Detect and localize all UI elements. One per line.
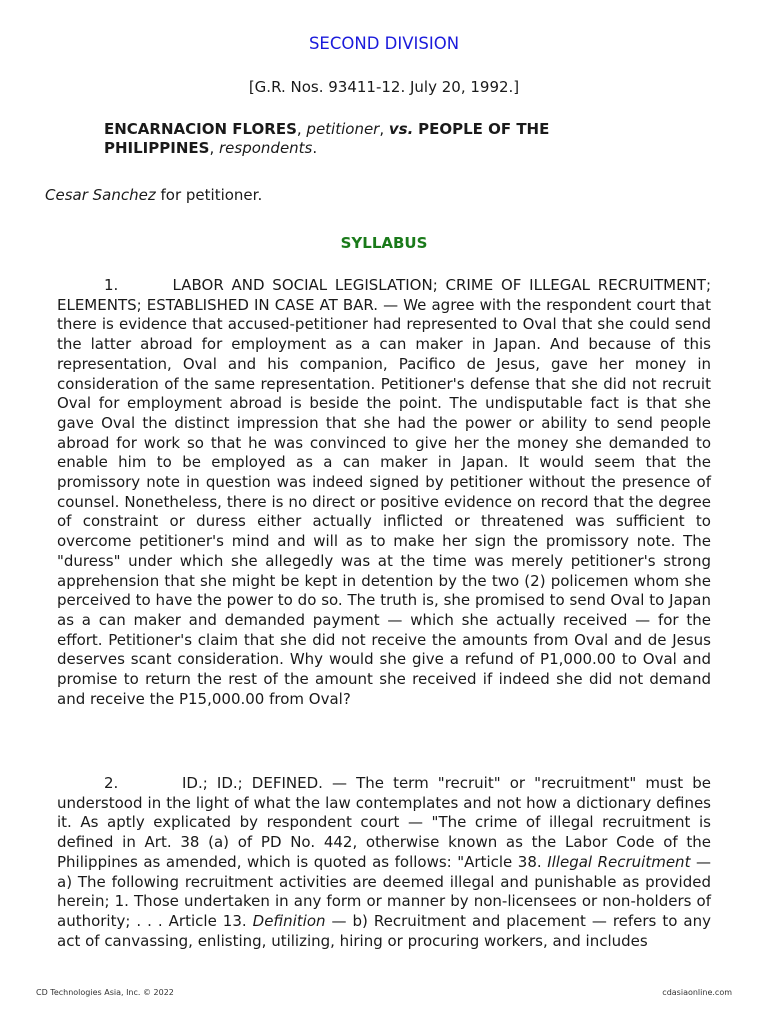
petitioner-name: ENCARNACION FLORES [104,120,297,138]
footer-copyright: CD Technologies Asia, Inc. © 2022 [36,988,174,997]
division-heading: SECOND DIVISION [308,34,460,53]
counsel-name: Cesar Sanchez [45,186,156,204]
paragraph-2-text-a: 2. ID.; ID.; DEFINED. — The term "recruit" or "recruitment" must be understood in the light of what the law contemplates and not how a dictionary defines it. As aptly explicated by respondent court — "The crime of illegal recruitment is defined in Art. 38 (a) of PD No. 442, otherwise known as the Labor Code of the Philippines as amended, which is quoted as follows: "Article 38. [57,774,711,871]
paragraph-2-text-c: — b) Recruitment and placement — refers to any act of canvassing, enlisting, utilizing, hiring or procuring workers, and includes [57,911,711,950]
respondent-role: respondents [219,139,313,157]
syllabus-paragraph-1: 1. LABOR AND SOCIAL LEGISLATION; CRIME OF ILLEGAL RECRUITMENT; ELEMENTS; ESTABLISHED IN CASE AT BAR. — We agree with the respondent court that there is evidence that accused-petitioner had represented to Oval that she could send the latter abroad for employment as a can maker in Japan. And because of this representation, Oval and his companion, Pacifico de Jesus, gave her money in consideration of the same representation. Petitioner's defense that she did not recruit Oval for employment abroad is beside the point. The undisputable fact is that she gave Oval the distinct impression that she had the power or ability to send people abroad for work so that he was convinced to give her the money she demanded to enable him to be employed as a can maker in Japan. It would seem that the promissory note in question was indeed signed by petitioner without the presence of counsel. Nonetheless, there is no direct or positive evidence on record that the degree of constraint or duress either actually inflicted or threatened was sufficient to overcome petitioner's mind and will as to make her sign the promissory note. The "duress" under which she allegedly was at the time was merely petitioner's strong apprehension that she might be kept in detention by the two (2) policemen whom she perceived to have the power to do so. The truth is, she promised to send Oval to Japan as a can maker and demanded payment — which she actually received — for the effort. Petitioner's claim that she did not receive the amounts from Oval and de Jesus deserves scant consideration. Why would she give a refund of P1,000.00 to Oval and promise to return the rest of the amount she received if indeed she did not demand and receive the P15,000.00 from Oval? [57,276,711,708]
petitioner-role: petitioner [306,120,380,138]
footer-website: cdasiaonline.com [662,988,732,997]
case-number-date: [G.R. Nos. 93411-12. July 20, 1992.] [248,78,520,96]
case-parties: ENCARNACION FLORES, petitioner, vs. PEOPLE OF THE PHILIPPINES, respondents. [104,120,550,157]
paragraph-2-text-b: — a) The following recruitment activities are deemed illegal and punishable as provided herein; 1. Those undertaken in any form or manner by non-licensees or non-holders of authority; . . . Article 13. [57,852,711,930]
counsel-role: for petitioner. [155,186,263,204]
versus-label: vs. [388,120,414,138]
respondent-name: PEOPLE OF THE PHILIPPINES [104,120,550,157]
syllabus-paragraph-2 [57,774,711,951]
definition-term: Definition [252,911,326,930]
counsel-line [45,186,262,204]
syllabus-heading: SYLLABUS [340,234,428,252]
illegal-recruitment-term: Illegal Recruitment [547,852,691,871]
